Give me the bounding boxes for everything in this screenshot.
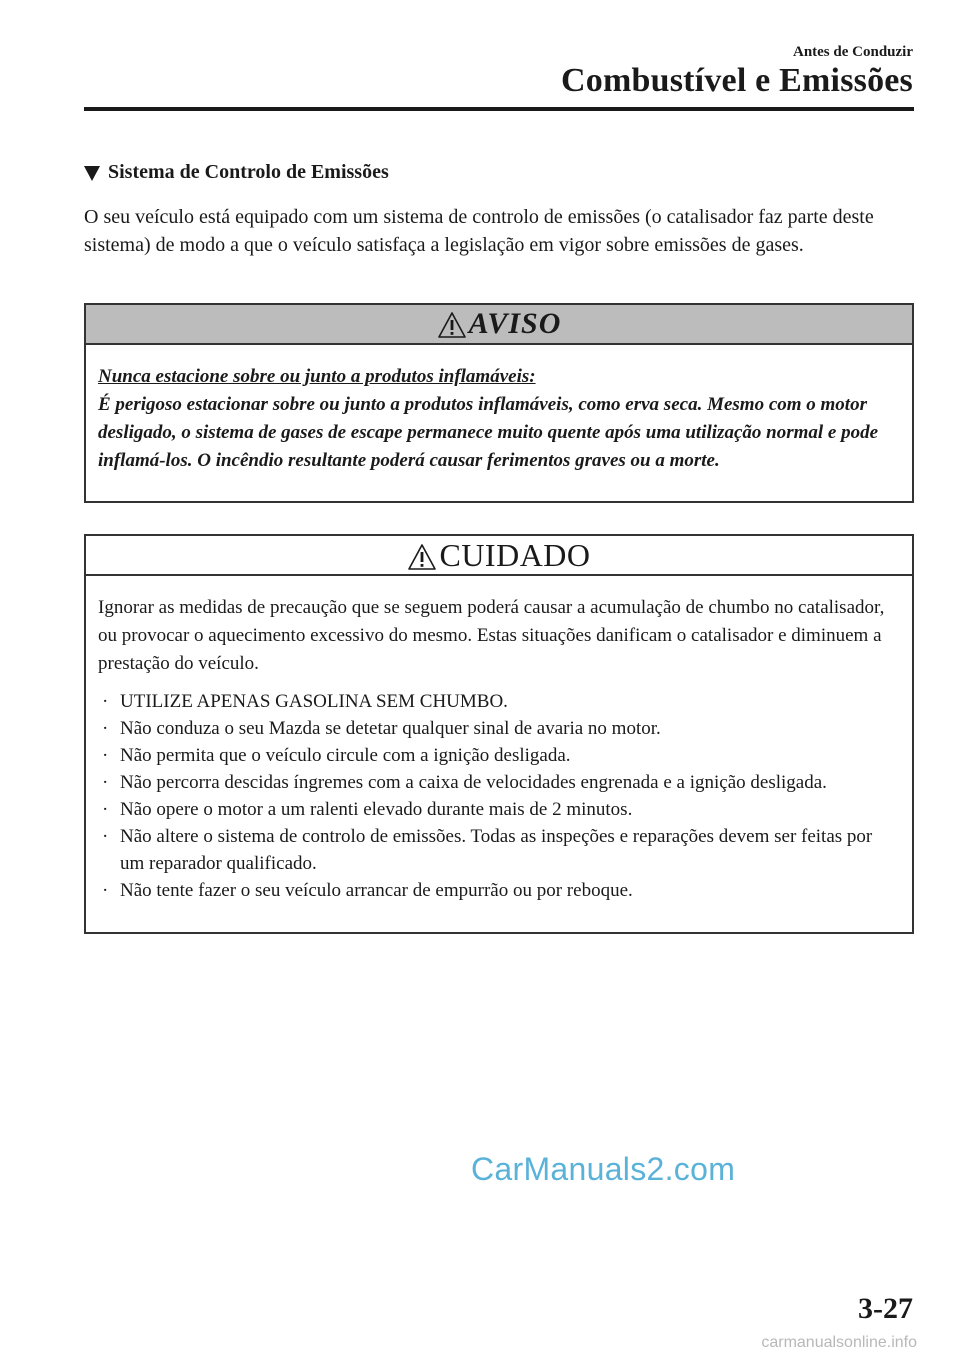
caution-label: CUIDADO — [439, 537, 591, 573]
list-item-text: Não conduza o seu Mazda se detetar qualquer sinal de avaria no motor. — [120, 718, 661, 739]
page-number: 3-27 — [858, 1292, 913, 1325]
list-item-text: UTILIZE APENAS GASOLINA SEM CHUMBO. — [120, 691, 508, 712]
watermark: CarManuals2.com — [471, 1151, 736, 1187]
bullet-icon: · — [102, 880, 109, 901]
list-item — [98, 877, 900, 904]
bullet-icon: · — [102, 691, 109, 712]
bullet-icon: · — [102, 799, 109, 820]
section-heading-text: Sistema de Controlo de Emissões — [108, 161, 389, 183]
bullet-icon: · — [102, 745, 109, 766]
caution-box — [84, 534, 914, 934]
list-item — [98, 823, 900, 877]
bullet-icon: · — [102, 772, 109, 793]
list-item — [98, 715, 900, 742]
list-item-text: Não tente fazer o seu veículo arrancar de empurrão ou por reboque. — [120, 880, 633, 901]
caution-body — [86, 576, 912, 904]
page-title: Combustível e Emissões — [561, 62, 913, 99]
list-item-text: Não percorra descidas íngremes com a caixa de velocidades engrenada e a ignição desligada. — [120, 772, 827, 793]
warning-text: É perigoso estacionar sobre ou junto a produtos inflamáveis, como erva seca. Mesmo com o motor desligado, o sistema de gases de escape permanece muito quente após uma utilização normal e pode inflamá-los. O incêndio resultante poderá causar ferimentos graves ou a morte. — [98, 394, 879, 471]
warning-subtitle: Nunca estacione sobre ou junto a produtos inflamáveis: — [98, 366, 536, 387]
warning-body — [86, 345, 912, 475]
warning-header — [86, 305, 912, 345]
list-item — [98, 688, 900, 715]
list-item — [98, 769, 900, 796]
warning-box — [84, 303, 914, 503]
bullet-icon: · — [102, 826, 109, 847]
alert-triangle-icon — [407, 543, 437, 571]
caution-list — [98, 688, 900, 904]
caution-intro: Ignorar as medidas de precaução que se seguem poderá causar a acumulação de chumbo no catalisador, ou provocar o aquecimento excessivo do mesmo. Estas situações danificam o catalisador e diminuem a prestação do veículo. — [98, 597, 885, 674]
warning-label: AVISO — [468, 307, 562, 340]
section-intro: O seu veículo está equipado com um sistema de controlo de emissões (o catalisador faz parte deste sistema) de modo a que o veículo satisfaça a legislação em vigor sobre emissões de gases. — [84, 206, 874, 256]
list-item-text: Não permita que o veículo circule com a ignição desligada. — [120, 745, 571, 766]
header-subtitle: Antes de Conduzir — [792, 44, 913, 60]
triangle-down-icon — [84, 166, 100, 181]
caution-header — [86, 536, 912, 576]
list-item-text: Não opere o motor a um ralenti elevado durante mais de 2 minutos. — [120, 799, 633, 820]
bullet-icon: · — [102, 718, 109, 739]
header-divider — [84, 107, 914, 111]
list-item — [98, 742, 900, 769]
footer-watermark: carmanualsonline.info — [761, 1334, 917, 1351]
list-item — [98, 796, 900, 823]
section-heading — [84, 161, 389, 184]
list-item-text: Não altere o sistema de controlo de emissões. Todas as inspeções e reparações devem ser feitas por um reparador qualificado. — [120, 826, 873, 874]
alert-triangle-icon — [437, 311, 467, 339]
